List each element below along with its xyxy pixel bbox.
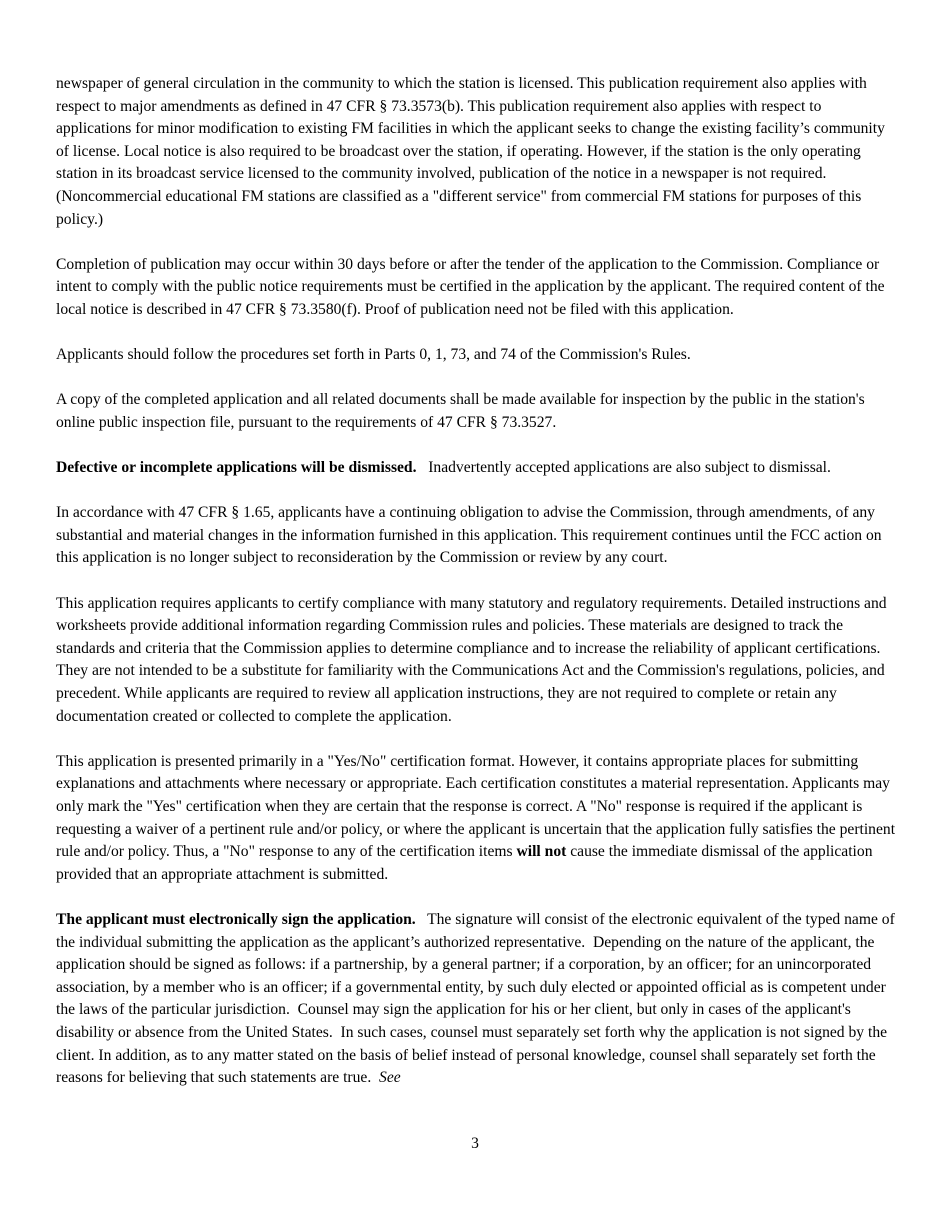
paragraph-procedures: Applicants should follow the procedures set forth in Parts 0, 1, 73, and 74 of the Commission's Rules. bbox=[56, 346, 691, 364]
yes-no-format-text-end: cause the immediate dismissal of the application provided that an appropriate attachment is submitted. bbox=[56, 843, 873, 883]
electronic-signature-text: The signature will consist of the electronic equivalent of the typed name of the individual submitting the application as the applicant’s authorized representative. Depending on the nature of the applicant, the application should be signed as follows: if a partnership, by a general partner; if a corporation, by an officer; for an unincorporated association, by a member who is an officer; if a governmental entity, by such duly elected or appointed official as is competent under the laws of the particular jurisdiction. Counsel may sign the application for his or her client, but only in cases of the applicant's disability or absence from the United States. In such cases, counsel must separately set forth why the application is not signed by the client. In addition, as to any matter stated on the basis of belief instead of personal knowledge, counsel shall separately set forth the reasons for believing that such statements are true. bbox=[56, 910, 899, 1087]
electronic-signature-heading: The applicant must electronically sign the application. bbox=[56, 910, 416, 928]
paragraph-completion-of-publication: Completion of publication may occur within 30 days before or after the tender of the application to the Commission. Compliance or intent to comply with the public notice requirements must be certified in the application by the applicant. The required content of the local notice is described in 47 CFR § 73.3580(f). Proof of publication need not be filed with this application. bbox=[56, 255, 885, 318]
paragraph-publication-requirement: newspaper of general circulation in the community to which the station is licensed. This publication requirement also applies with respect to major amendments as defined in 47 CFR § 73.3573(b). This publication requirement also applies with respect to applications for minor modification to existing FM facilities in which the applicant seeks to change the existing facility’s community of license. Local notice is also required to be broadcast over the station, if operating. However, if the station is the only operating station in its broadcast service licensed to the community involved, publication of the notice in a newspaper is not required. (Noncommercial educational FM stations are classified as a "different service" from commercial FM stations for purposes of this policy.) bbox=[56, 75, 885, 228]
paragraph-yes-no-format bbox=[56, 751, 896, 887]
paragraph-continuing-obligation: In accordance with 47 CFR § 1.65, applicants have a continuing obligation to advise the Commission, through amendments, of any substantial and material changes in the information furnished in this application. This requirement continues until the FCC action on this application is no longer subject to reconsideration by the Commission or review by any court. bbox=[56, 504, 882, 567]
yes-no-format-text: This application is presented primarily in a "Yes/No" certification format. However, it contains appropriate places for submitting explanations and attachments where necessary or appropriate. Each certification constitutes a material representation. Applicants may only mark the "Yes" certification when they are certain that the response is correct. A "No" response is required if the applicant is requesting a waiver of a pertinent rule and/or policy, or where the applicant is uncertain that the application fully satisfies the pertinent rule and/or policy. Thus, a "No" response to any of the certification items bbox=[56, 752, 896, 861]
page-number: 3 bbox=[471, 1135, 479, 1152]
paragraph-public-inspection: A copy of the completed application and all related documents shall be made available for inspection by the public in the station's online public inspection file, pursuant to the requirements of 47 CFR § 73.3527. bbox=[56, 391, 865, 431]
defective-applications-heading: Defective or incomplete applications will be dismissed. bbox=[56, 459, 417, 477]
paragraph-defective-applications bbox=[56, 457, 896, 480]
defective-applications-text: Inadvertently accepted applications are also subject to dismissal. bbox=[416, 459, 831, 477]
paragraph-certify-compliance: This application requires applicants to certify compliance with many statutory and regulatory requirements. Detailed instructions and worksheets provide additional information regarding Commission rules and policies. These materials are designed to track the standards and criteria that the Commission applies to determine compliance and to increase the reliability of applicant certifications. They are not intended to be a substitute for familiarity with the Communications Act and the Commission's regulations, policies, and precedent. While applicants are required to review all application instructions, they are not required to complete or retain any documentation created or collected to complete the application. bbox=[56, 594, 887, 725]
will-not-emphasis: will not bbox=[516, 843, 567, 861]
paragraph-electronic-signature bbox=[56, 909, 899, 1090]
document-body bbox=[56, 73, 899, 1112]
see-reference: See bbox=[379, 1069, 401, 1087]
